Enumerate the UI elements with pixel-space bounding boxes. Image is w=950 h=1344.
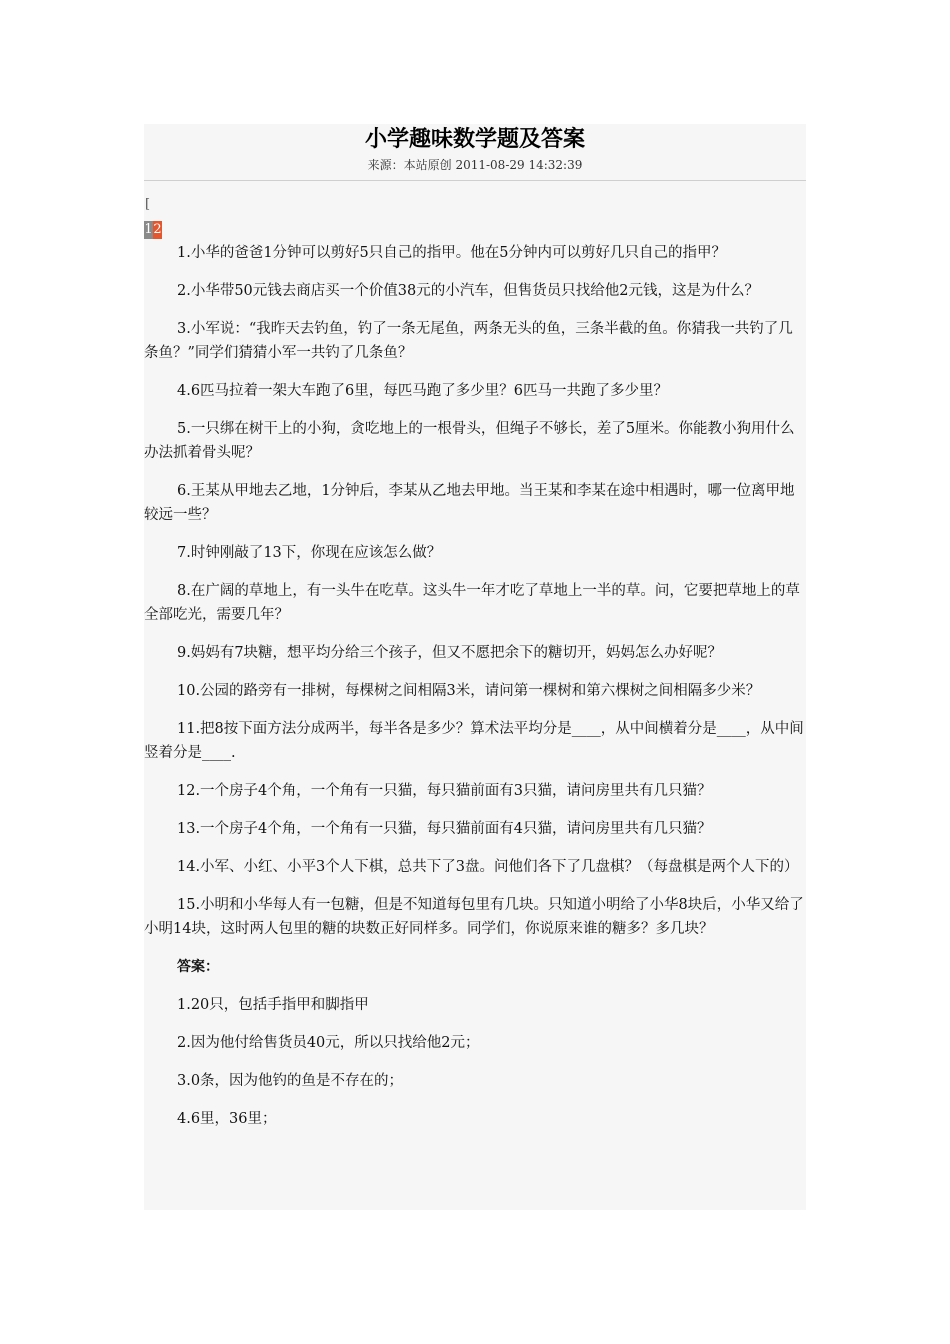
question-5: 5.一只绑在树干上的小狗，贪吃地上的一根骨头，但绳子不够长，差了5厘米。你能教小狗用什么办法抓着骨头呢？ (144, 421, 795, 461)
article-meta: 来源：本站原创 2011-08-29 14:32:39 (367, 158, 583, 172)
article-page (144, 124, 806, 1210)
question-6: 6.王某从甲地去乙地，1分钟后，李某从乙地去甲地。当王某和李某在途中相遇时，哪一位离甲地较远一些？ (144, 483, 795, 523)
answer-1: 1.20只，包括手指甲和脚指甲 (177, 997, 369, 1013)
question-3: 3.小军说：“我昨天去钓鱼，钓了一条无尾鱼，两条无头的鱼，三条半截的鱼。你猜我一共钓了几条鱼？”同学们猜猜小军一共钓了几条鱼？ (144, 321, 793, 361)
answers-heading: 答案： (177, 959, 219, 975)
question-11: 11.把8按下面方法分成两半，每半各是多少？算术法平均分是____，从中间横着分是____，从中间竖着分是____. (144, 721, 804, 761)
bracket-text: [ (145, 197, 151, 212)
article-content (144, 241, 806, 1131)
question-2: 2.小华带50元钱去商店买一个价值38元的小汽车，但售货员只找给他2元钱，这是为什么？ (177, 283, 759, 299)
answer-2: 2.因为他付给售货员40元，所以只找给他2元； (177, 1035, 480, 1051)
page-current-2[interactable]: 2 (153, 222, 162, 237)
article-title: 小学趣味数学题及答案 (364, 127, 585, 152)
question-12: 12.一个房子4个角，一个角有一只猫，每只猫前面有3只猫，请问房里共有几只猫？ (177, 783, 712, 799)
answer-3: 3.0条，因为他钓的鱼是不存在的； (177, 1073, 404, 1089)
question-15: 15.小明和小华每人有一包糖，但是不知道每包里有几块。只知道小明给了小华8块后，小华又给了小明14块，这时两人包里的糖的块数正好同样多。同学们，你说原来谁的糖多？多几块？ (144, 897, 804, 937)
question-9: 9.妈妈有7块糖，想平均分给三个孩子，但又不愿把余下的糖切开，妈妈怎么办好呢？ (177, 645, 723, 661)
question-10: 10.公园的路旁有一排树，每棵树之间相隔3米，请问第一棵树和第六棵树之间相隔多少米？ (177, 683, 761, 699)
question-4: 4.6匹马拉着一架大车跑了6里，每匹马跑了多少里？6匹马一共跑了多少里？ (177, 383, 669, 399)
page-link-1[interactable]: 1 (144, 222, 153, 237)
question-8: 8.在广阔的草地上，有一头牛在吃草。这头牛一年才吃了草地上一半的草。问，它要把草地上的草全部吃光，需要几年？ (144, 583, 800, 623)
question-14: 14.小军、小红、小平3个人下棋，总共下了3盘。问他们各下了几盘棋？（每盘棋是两个人下的） (177, 859, 799, 875)
pager (144, 221, 806, 239)
question-13: 13.一个房子4个角，一个角有一只猫，每只猫前面有4只猫，请问房里共有几只猫？ (177, 821, 712, 837)
answer-4: 4.6里，36里； (177, 1111, 277, 1127)
question-1: 1.小华的爸爸1分钟可以剪好5只自己的指甲。他在5分钟内可以剪好几只自己的指甲？ (177, 245, 727, 261)
question-7: 7.时钟刚敲了13下，你现在应该怎么做？ (177, 545, 442, 561)
title-divider (144, 180, 806, 181)
